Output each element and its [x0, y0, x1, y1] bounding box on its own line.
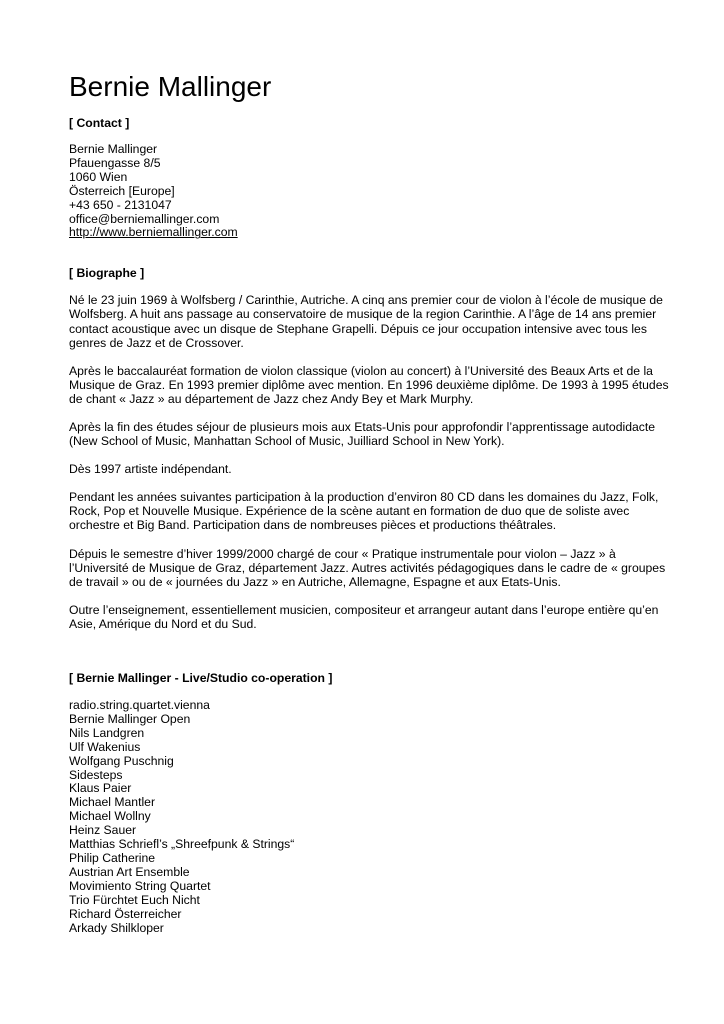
list-item: Ulf Wakenius — [69, 739, 141, 754]
list-item: Sidesteps — [69, 767, 123, 782]
contact-phone: +43 650 - 2131047 — [69, 197, 172, 212]
contact-street: Pfauengasse 8/5 — [69, 155, 161, 170]
biography-paragraph: Dépuis le semestre d’hiver 1999/2000 chargé de cour « Pratique instrumentale pour violon – Jazz » à l’Université de Musique de Graz, département Jazz. Autres activités pédagogiques dans le cadre de « groupes de travail » ou de « journées du Jazz » en Autriche, Allemagne, Espagne et aux Etats-Unis. — [69, 546, 666, 589]
contact-block — [69, 143, 669, 240]
biography-paragraph: Après la fin des études séjour de plusieurs mois aux Etats-Unis pour approfondir l’apprentissage autodidacte (New School of Music, Manhattan School of Music, Juilliard School in New York). — [69, 420, 656, 449]
list-item: Richard Österreicher — [69, 906, 182, 921]
list-item: Bernie Mallinger Open — [69, 711, 191, 726]
website-link[interactable]: http://www.berniemallinger.com — [69, 225, 238, 240]
list-item: Michael Mantler — [69, 795, 156, 810]
list-item: Arkady Shilkloper — [69, 920, 164, 935]
document-page — [69, 70, 669, 935]
biography-paragraph: Né le 23 juin 1969 à Wolfsberg / Carinthie, Autriche. A cinq ans premier cour de violon à l’école de musique de Wolfsberg. A huit ans passage au conservatoire de musique de la region Carinthie. A l’âge de 14 ans premier contact acoustique avec un disque de Stephane Grapelli. Dépuis ce jour occupation intensive avec tous les genres de Jazz et de Crossover. — [69, 293, 663, 350]
list-item: Trio Fürchtet Euch Nicht — [69, 892, 200, 907]
contact-country: Österreich [Europe] — [69, 183, 175, 198]
contact-heading: [ Contact ] — [69, 116, 130, 130]
cooperation-list — [69, 699, 669, 935]
list-item: Heinz Sauer — [69, 823, 137, 838]
list-item: Wolfgang Puschnig — [69, 753, 174, 768]
contact-city: 1060 Wien — [69, 169, 128, 184]
list-item: radio.string.quartet.vienna — [69, 698, 210, 713]
biography-paragraph: Après le baccalauréat formation de violon classique (violon au concert) à l’Université des Beaux Arts et de la Musique de Graz. En 1993 premier diplôme avec mention. En 1996 deuxième diplôme. De 1993 à 1995 études de chant « Jazz » au département de Jazz chez Andy Bey et Mark Murphy. — [69, 363, 669, 406]
list-item: Philip Catherine — [69, 851, 156, 865]
list-item: Austrian Art Ensemble — [69, 864, 190, 879]
cooperation-heading: [ Bernie Mallinger - Live/Studio co-operation ] — [69, 671, 333, 686]
list-item: Klaus Paier — [69, 781, 132, 796]
list-item: Movimiento String Quartet — [69, 878, 211, 893]
list-item: Nils Landgren — [69, 725, 145, 740]
contact-email: office@berniemallinger.com — [69, 211, 220, 226]
document-title: Bernie Mallinger — [69, 71, 272, 102]
biography-paragraph: Pendant les années suivantes participation à la production d’environ 80 CD dans les domaines du Jazz, Folk, Rock, Pop et Nouvelle Musique. Expérience de la scène autant en formation de duo que de soliste avec orchestre et Big Band. Participation dans de nombreuses pièces et productions théâtrales. — [69, 490, 659, 533]
biography-paragraph: Dès 1997 artiste indépendant. — [69, 462, 232, 477]
biography-heading: [ Biographe ] — [69, 266, 145, 281]
contact-name: Bernie Mallinger — [69, 142, 158, 156]
list-item: Matthias Schriefl’s „Shreefpunk & Strings“ — [69, 837, 295, 852]
list-item: Michael Wollny — [69, 809, 151, 824]
biography-paragraph: Outre l’enseignement, essentiellement musicien, compositeur et arrangeur autant dans l’europe entière qu’en Asie, Amérique du Nord et du Sud. — [69, 602, 659, 631]
